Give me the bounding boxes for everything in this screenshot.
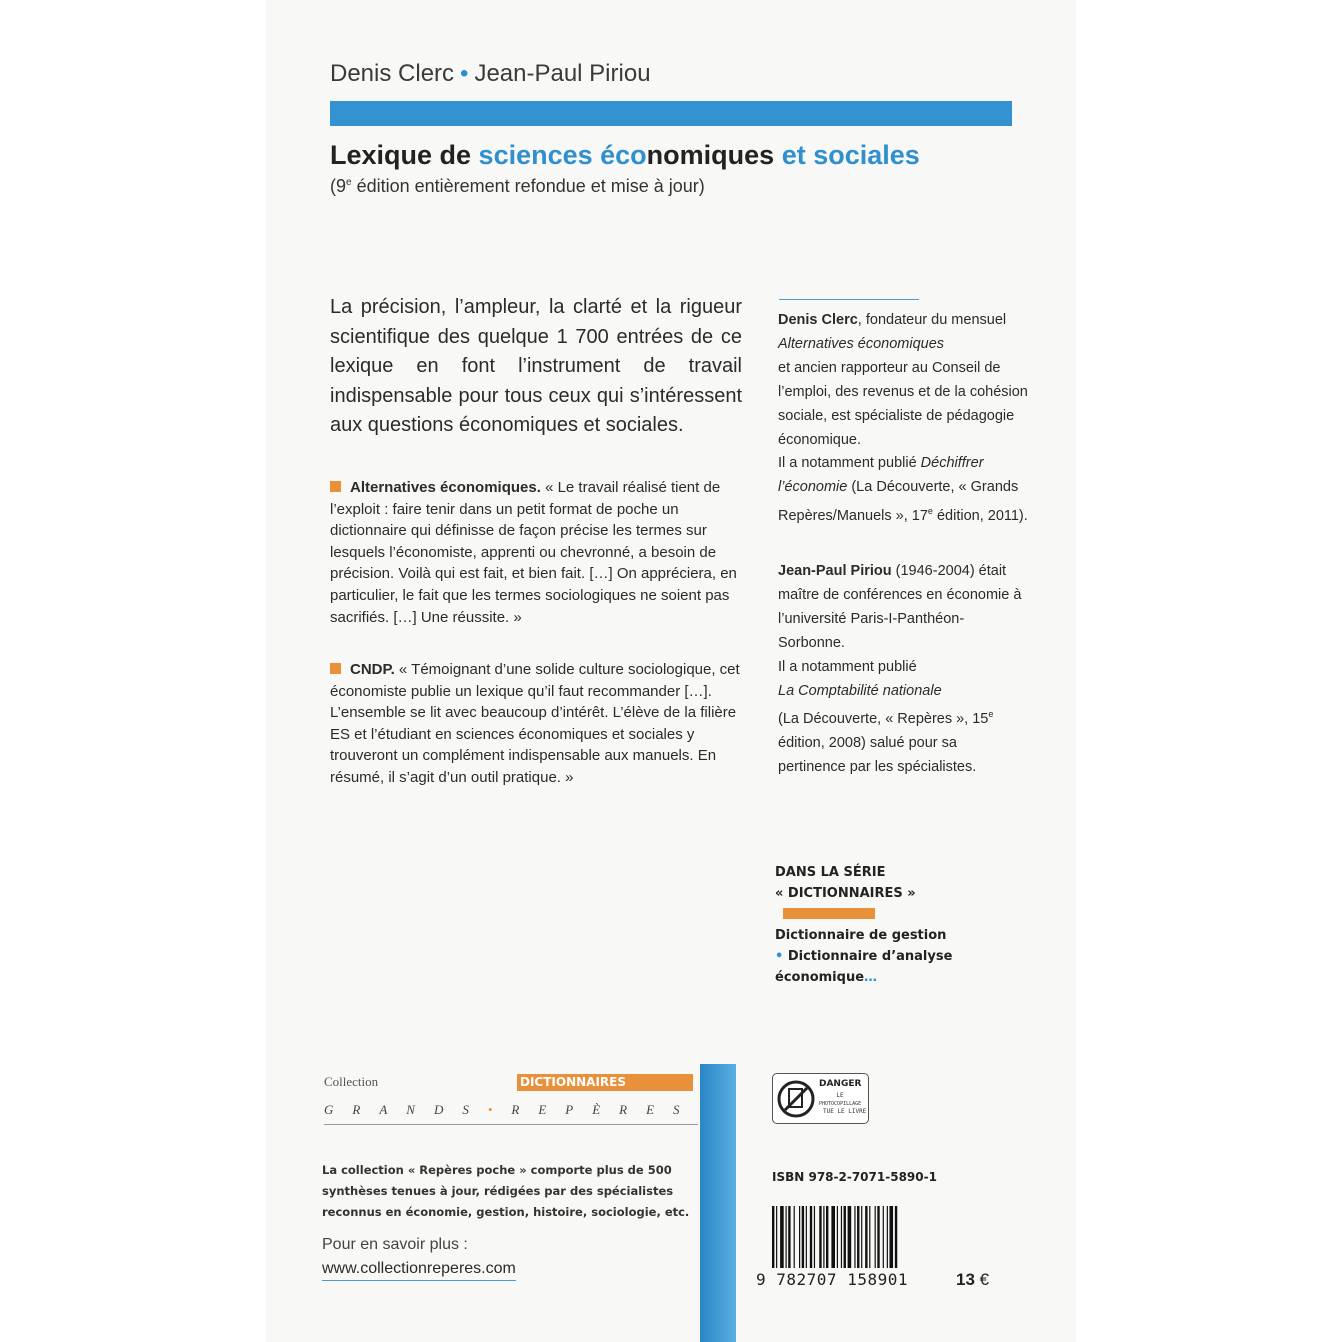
barcode-bar [806, 1206, 807, 1268]
bio-name: Jean-Paul Piriou [778, 563, 892, 579]
subtitle-text: édition entièrement refondue et mise à jour) [351, 176, 705, 196]
orange-square-bullet [330, 663, 341, 674]
top-accent-bar [330, 101, 1012, 126]
danger-text [819, 1092, 867, 1116]
barcode-bar [772, 1206, 774, 1268]
bio-text: (La Découverte, « Grands Repères/Manuels », 17 [778, 479, 1019, 525]
bio-italic: Alternatives économiques [778, 335, 945, 352]
bio-text: édition, 2011). [932, 508, 1028, 525]
barcode-bar [810, 1206, 812, 1268]
bio-text: (1946-2004) était maître de conférences en économie à l’université Paris-I-Panthéon-Sorbonne. [778, 563, 1022, 651]
price [956, 1270, 989, 1290]
title-text-blue: sciences éco [478, 140, 647, 170]
review-text: « Témoignant d’une solide culture sociologique, cet économiste publie un lexique qu’il faut recommander […]. L’ensemble se lit avec beaucoup d’intérêt. L’élève de la filière ES et l’étudiant en sciences économiques et sociales y trouveront un complément indispensable aux manuels. En résumé, il s’agit d’un outil pratique. » [330, 661, 740, 786]
collection-name-part: GRANDS [324, 1102, 488, 1117]
bio-divider [779, 299, 919, 300]
collection-name-part: REPÈRES [511, 1102, 699, 1117]
title-text: Lexique de [330, 140, 479, 170]
barcode-bar [883, 1206, 884, 1268]
lead-paragraph: La précision, l’ampleur, la clarté et la rigueur scientifique des quelque 1 700 entrées de ce lexique en font l’instrument de travail indispensable pour tous ceux qui s’intéressent aux questions économiques et sociales. [330, 296, 742, 436]
bio-text: , fondateur du mensuel [857, 312, 1007, 328]
barcode-bar [799, 1206, 800, 1268]
collection-name [324, 1102, 704, 1118]
barcode-bar [802, 1206, 804, 1268]
series-ellipsis: … [864, 970, 878, 985]
danger-text-line: LE [836, 1092, 844, 1099]
danger-text-line: TUE LE LIVRE [823, 1108, 867, 1115]
series-box [775, 862, 1015, 988]
barcode-bar [776, 1206, 777, 1268]
barcode-bar [861, 1206, 862, 1268]
title-text: nomiques [646, 140, 775, 170]
barcode-bar [837, 1206, 838, 1268]
barcode-bar [780, 1206, 784, 1268]
danger-title: DANGER [819, 1079, 862, 1089]
series-bullet: • [775, 949, 784, 964]
barcode-bar [848, 1206, 852, 1268]
collection-badge: DICTIONNAIRES [517, 1074, 693, 1091]
review-quote [330, 659, 740, 789]
collection-dot: • [487, 1102, 512, 1117]
subtitle-text: (9 [330, 176, 347, 196]
title-text-blue: et sociales [774, 140, 920, 170]
more-info-label: Pour en savoir plus : [322, 1236, 468, 1253]
collection-rule [324, 1124, 698, 1125]
no-copy-icon [776, 1079, 816, 1119]
bio-text: Il a notamment publié [778, 658, 917, 675]
danger-photocopy-logo [772, 1073, 869, 1124]
series-heading: DANS LA SÉRIE [775, 865, 886, 880]
superscript: e [927, 506, 933, 517]
review-source: Alternatives économiques. [350, 479, 541, 496]
barcode-digits: 9 782707 158901 [756, 1270, 908, 1289]
orange-square-bullet [330, 481, 341, 492]
author-name: Denis Clerc [330, 60, 455, 87]
barcode-bar [844, 1206, 846, 1268]
barcode-bar [887, 1206, 888, 1268]
bio-clerc [778, 309, 1028, 529]
barcode-bar [831, 1206, 835, 1268]
author-name: Jean-Paul Piriou [474, 60, 651, 87]
series-heading: « DICTIONNAIRES » [775, 886, 916, 901]
review-text: « Le travail réalisé tient de l’exploit : faire tenir dans un petit format de poche un dictionnaire qui définisse de façon précise les termes sur lesquels l’économiste, apprenti ou chevronné, a besoin de précision. Voilà qui est fait, et bien fait. […] On appréciera, en particulier, le fait que les termes sociologiques ne soient pas sacrifiés. […] Une réussite. » [330, 479, 737, 626]
bio-italic: Déchiffrer l’économie [778, 455, 984, 496]
separator-dot: • [460, 60, 469, 87]
bio-name: Denis Clerc [778, 312, 858, 328]
barcode-bar [841, 1206, 842, 1268]
barcode-bar [786, 1206, 787, 1268]
superscript: e [988, 709, 994, 720]
barcode-bar [869, 1206, 870, 1268]
website-link[interactable]: www.collectionreperes.com [322, 1260, 516, 1281]
superscript: e [346, 177, 352, 188]
review-source: CNDP. [350, 661, 395, 678]
orange-bar [783, 908, 875, 919]
series-item: Dictionnaire d’analyse économique [775, 949, 953, 985]
barcode-bar [794, 1206, 795, 1268]
barcode-bar [877, 1206, 879, 1268]
barcode-bar [875, 1206, 876, 1268]
book-title [330, 140, 920, 171]
bio-text: édition, 2008) salué pour sa pertinence par les spécialistes. [778, 735, 977, 776]
isbn: ISBN 978-2-7071-5890-1 [772, 1170, 937, 1184]
barcode-bar [788, 1206, 790, 1268]
collection-label: Collection [324, 1074, 379, 1089]
bio-text: et ancien rapporteur au Conseil de l’emploi, des revenus et de la cohésion sociale, est spécialiste de pédagogie économique. [778, 359, 1028, 448]
vertical-blue-bar [700, 1064, 736, 1342]
barcode-bar [823, 1206, 824, 1268]
authors-line [330, 60, 651, 88]
barcode-bar [865, 1206, 867, 1268]
price-amount: 13 [956, 1270, 975, 1289]
review-quote [330, 477, 740, 628]
book-subtitle [330, 176, 705, 197]
barcode-bar [826, 1206, 828, 1268]
barcode [772, 1206, 932, 1272]
bio-italic: La Comptabilité nationale [778, 682, 942, 699]
barcode-bar [895, 1206, 897, 1268]
bio-text: (La Découverte, « Repères », 15 [778, 711, 989, 728]
collection-description: La collection « Repères poche » comporte plus de 500 synthèses tenues à jour, rédigées par des spécialistes reconnus en économie, gestion, histoire, sociologie, etc. [322, 1163, 690, 1219]
series-item: Dictionnaire de gestion [775, 928, 947, 943]
barcode-bar [819, 1206, 821, 1268]
barcode-bar [857, 1206, 859, 1268]
barcode-bar [814, 1206, 815, 1268]
danger-text-line: PHOTOCOPILLAGE [819, 1101, 862, 1107]
price-currency: € [979, 1270, 990, 1289]
bio-text: Il a notamment publié [778, 455, 921, 472]
barcode-bar [889, 1206, 893, 1268]
bio-piriou [778, 560, 1028, 780]
barcode-bar [854, 1206, 855, 1268]
